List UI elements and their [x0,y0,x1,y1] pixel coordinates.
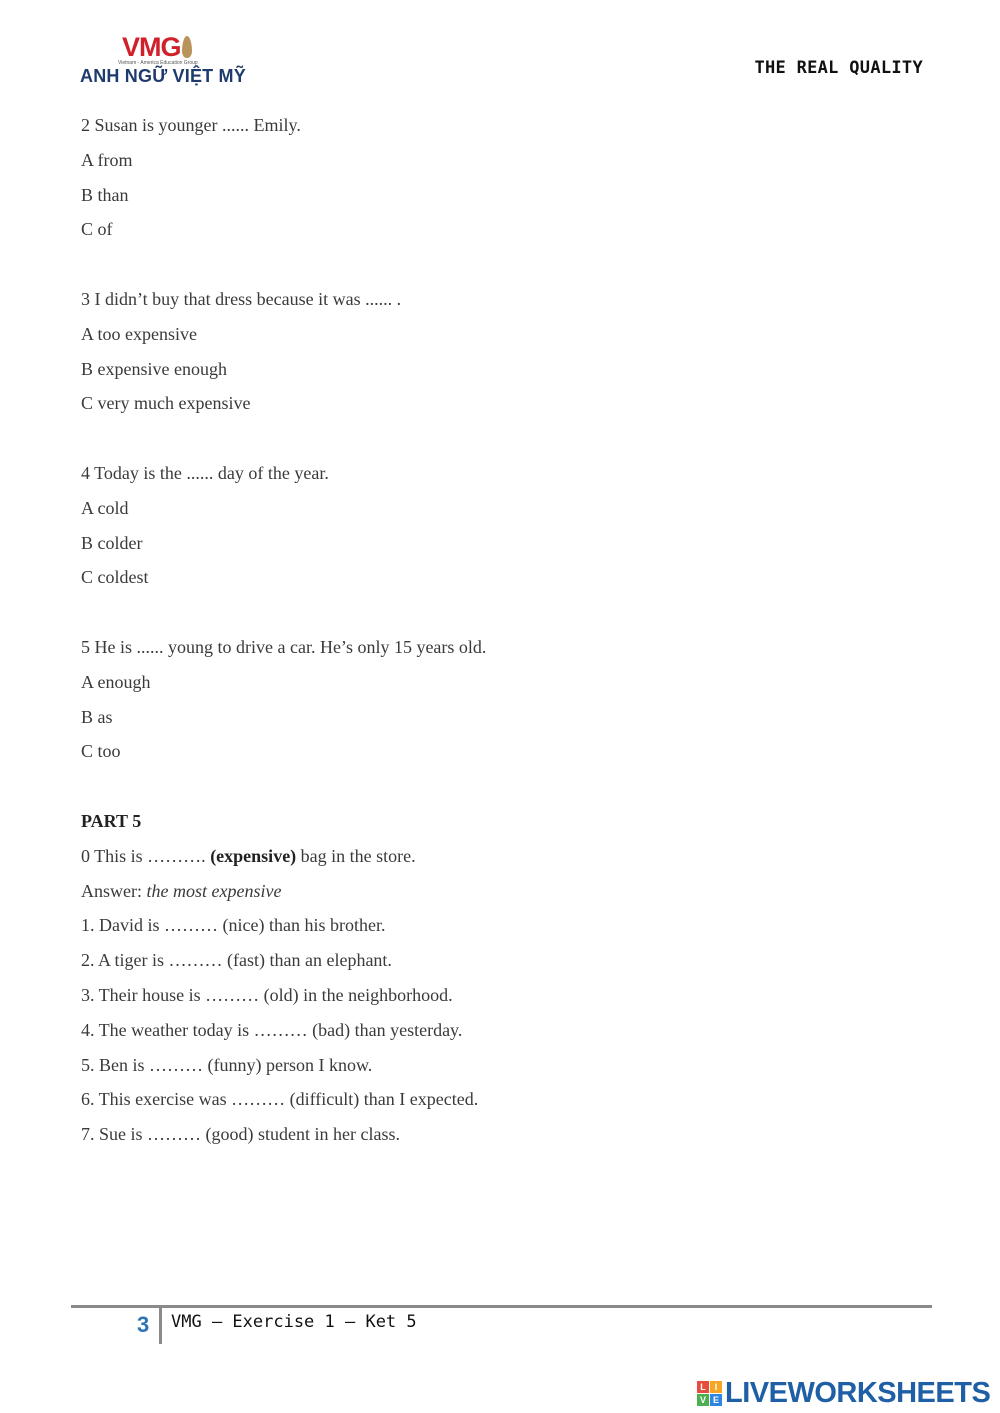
exercise-item: 3. Their house is ……… (old) in the neighborhood. [81,984,453,1005]
example-sentence [81,839,941,874]
example-prefix: 0 This is ………. [81,845,211,866]
answer-value: the most expensive [146,880,282,901]
example-keyword: (expensive) [210,845,297,866]
answer-option: C of [81,219,113,240]
section-title: PART 5 [81,810,142,831]
question-stem: 3 I didn’t buy that dress because it was ...... . [81,288,402,309]
liveworksheets-icon [697,1381,722,1406]
logo-mark-text: VMG [122,32,181,62]
liveworksheets-logo[interactable] [697,1376,990,1410]
footer-divider [71,1305,932,1308]
exercise-item: 1. David is ……… (nice) than his brother. [81,915,386,936]
logo-tagline: Vietnam - America Education Group [118,60,198,66]
part5-section [81,804,941,1152]
page-number: 3 [137,1312,150,1337]
logo-name: ANH NGỮ VIỆT MỸ [80,66,246,86]
question-block [81,108,941,247]
example-answer [81,874,941,909]
answer-option: B expensive enough [81,358,227,379]
question-block [81,282,941,421]
exercise-item: 7. Sue is ……… (good) student in her class. [81,1124,400,1145]
answer-option: B than [81,184,129,205]
answer-option: A too expensive [81,323,197,344]
icon-letter: I [710,1381,722,1393]
vmg-logo [80,30,280,92]
question-stem: 2 Susan is younger ...... Emily. [81,115,301,135]
exercise-item: 4. The weather today is ……… (bad) than yesterday. [81,1019,463,1040]
example-suffix: bag in the store. [296,845,416,866]
liveworksheets-wordmark: LIVEWORKSHEETS [725,1376,991,1409]
answer-option: B as [81,706,113,727]
icon-letter: V [697,1394,709,1406]
question-block [81,630,941,769]
answer-option: B colder [81,532,143,553]
question-stem: 4 Today is the ...... day of the year. [81,462,329,483]
question-block [81,456,941,595]
answer-label: Answer: [81,880,147,901]
header-tagline: THE REAL QUALITY [754,58,923,78]
answer-option: A enough [81,671,151,692]
footer-text: VMG – Exercise 1 – Ket 5 [171,1312,417,1332]
question-stem: 5 He is ...... young to drive a car. He’s only 15 years old. [81,636,487,657]
exercise-item: 6. This exercise was ……… (difficult) than I expected. [81,1089,479,1110]
worksheet-content [81,108,941,1152]
answer-option: A from [81,149,133,170]
footer-separator [159,1308,162,1344]
exercise-item: 2. A tiger is ……… (fast) than an elephant. [81,950,392,971]
answer-option: C coldest [81,567,149,588]
answer-option: C too [81,741,121,762]
icon-letter: L [697,1381,709,1393]
answer-option: A cold [81,497,129,518]
icon-letter: E [710,1394,722,1406]
answer-option: C very much expensive [81,393,251,414]
exercise-item: 5. Ben is ……… (funny) person I know. [81,1054,373,1075]
pen-nib-icon [182,36,192,58]
